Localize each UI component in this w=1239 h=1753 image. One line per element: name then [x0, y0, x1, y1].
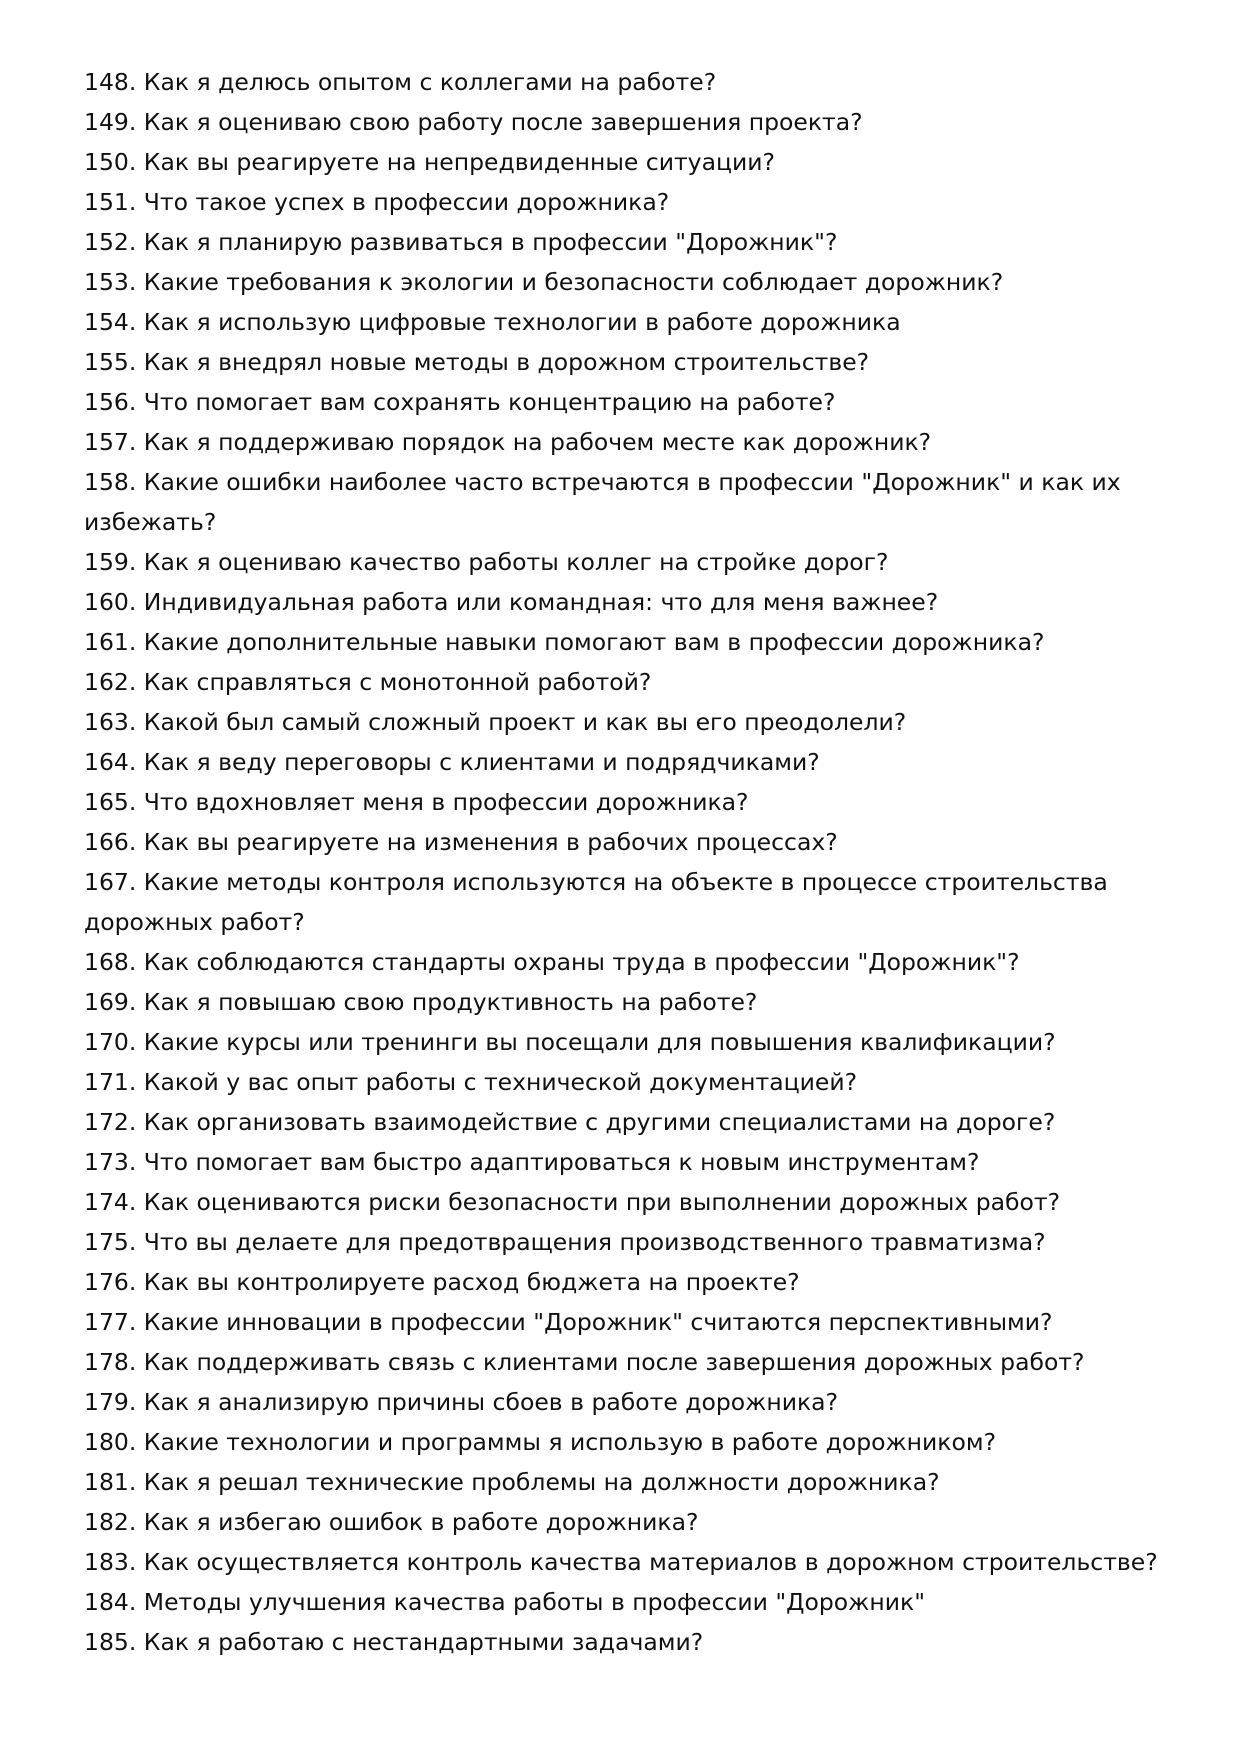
list-item: 156. Что помогает вам сохранять концентрацию на работе?: [84, 388, 836, 416]
list-item: 170. Какие курсы или тренинги вы посещали для повышения квалификации?: [84, 1028, 1056, 1056]
list-item: 174. Как оцениваются риски безопасности при выполнении дорожных работ?: [84, 1188, 1061, 1216]
list-item: 166. Как вы реагируете на изменения в рабочих процессах?: [84, 828, 838, 856]
list-item: 148. Как я делюсь опытом с коллегами на работе?: [84, 68, 717, 96]
list-item: 172. Как организовать взаимодействие с другими специалистами на дороге?: [84, 1108, 1056, 1136]
list-item: 161. Какие дополнительные навыки помогают вам в профессии дорожника?: [84, 628, 1045, 656]
list-item: 184. Методы улучшения качества работы в профессии "Дорожник": [84, 1588, 925, 1616]
list-item: 185. Как я работаю с нестандартными задачами?: [84, 1628, 704, 1656]
list-item: 163. Какой был самый сложный проект и как вы его преодолели?: [84, 708, 907, 736]
list-item: 168. Как соблюдаются стандарты охраны труда в профессии "Дорожник"?: [84, 948, 1020, 976]
list-item: 150. Как вы реагируете на непредвиденные ситуации?: [84, 148, 776, 176]
list-item: 158. Какие ошибки наиболее часто встречаются в профессии "Дорожник" и как их избежать?: [84, 468, 1121, 536]
list-item: 176. Как вы контролируете расход бюджета на проекте?: [84, 1268, 800, 1296]
list-item: 149. Как я оцениваю свою работу после завершения проекта?: [84, 108, 863, 136]
list-item: 171. Какой у вас опыт работы с технической документацией?: [84, 1068, 858, 1096]
list-item: 175. Что вы делаете для предотвращения производственного травматизма?: [84, 1228, 1046, 1256]
list-item: 154. Как я использую цифровые технологии в работе дорожника: [84, 308, 901, 336]
list-item: 182. Как я избегаю ошибок в работе дорожника?: [84, 1508, 699, 1536]
list-item: 179. Как я анализирую причины сбоев в работе дорожника?: [84, 1388, 839, 1416]
list-item: 155. Как я внедрял новые методы в дорожном строительстве?: [84, 348, 870, 376]
list-item: 181. Как я решал технические проблемы на должности дорожника?: [84, 1468, 940, 1496]
list-item: 178. Как поддерживать связь с клиентами после завершения дорожных работ?: [84, 1348, 1085, 1376]
list-item: 151. Что такое успех в профессии дорожника?: [84, 188, 670, 216]
list-item: 177. Какие инновации в профессии "Дорожник" считаются перспективными?: [84, 1308, 1053, 1336]
list-item: 159. Как я оцениваю качество работы коллег на стройке дорог?: [84, 548, 889, 576]
list-item: 153. Какие требования к экологии и безопасности соблюдает дорожник?: [84, 268, 1004, 296]
question-list: [84, 62, 1164, 1662]
list-item: 173. Что помогает вам быстро адаптироваться к новым инструментам?: [84, 1148, 980, 1176]
list-item: 164. Как я веду переговоры с клиентами и подрядчиками?: [84, 748, 820, 776]
list-item: 167. Какие методы контроля используются на объекте в процессе строительства дорожных работ?: [84, 868, 1108, 936]
list-item: 165. Что вдохновляет меня в профессии дорожника?: [84, 788, 749, 816]
list-item: 160. Индивидуальная работа или командная: что для меня важнее?: [84, 588, 939, 616]
list-item: 183. Как осуществляется контроль качества материалов в дорожном строительстве?: [84, 1548, 1158, 1576]
list-item: 157. Как я поддерживаю порядок на рабочем месте как дорожник?: [84, 428, 932, 456]
list-item: 169. Как я повышаю свою продуктивность на работе?: [84, 988, 758, 1016]
list-item: 162. Как справляться с монотонной работой?: [84, 668, 652, 696]
list-item: 152. Как я планирую развиваться в профессии "Дорожник"?: [84, 228, 838, 256]
list-item: 180. Какие технологии и программы я использую в работе дорожником?: [84, 1428, 997, 1456]
